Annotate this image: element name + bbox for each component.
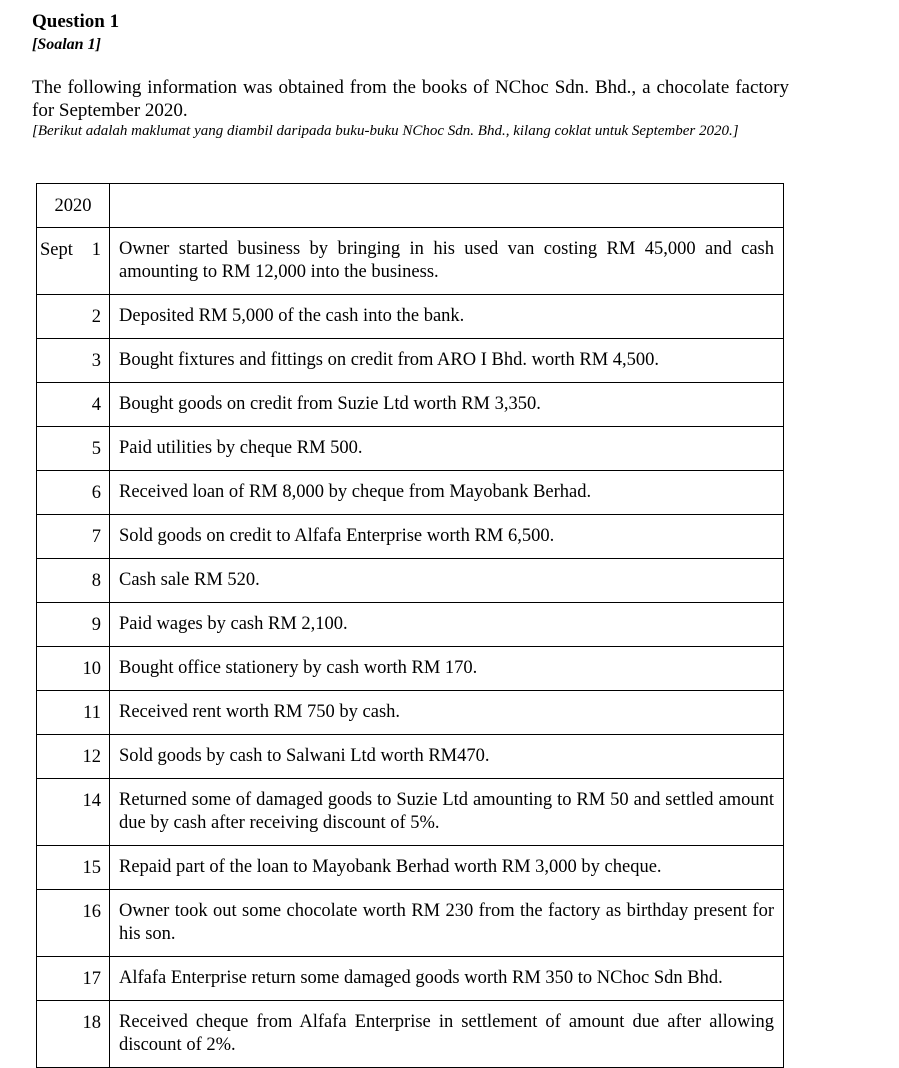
- table-row: [37, 228, 784, 295]
- intro-paragraph-english: The following information was obtained from the books of NChoc Sdn. Bhd., a chocolate factory for September 2020.: [32, 77, 789, 121]
- table-header-row: [37, 184, 784, 228]
- transaction-description: [110, 957, 784, 1001]
- table-row: [37, 890, 784, 957]
- question-title: Question 1: [32, 11, 120, 32]
- transaction-description: [110, 846, 784, 890]
- table-row: [37, 1001, 784, 1068]
- day-number: 7: [91, 527, 101, 547]
- day-number: 1: [91, 240, 101, 260]
- transaction-description: [110, 647, 784, 691]
- date-cell: [37, 890, 110, 957]
- date-cell: [37, 383, 110, 427]
- question-subtitle-malay: [Soalan 1]: [32, 36, 101, 53]
- transaction-description: [110, 383, 784, 427]
- table-row: [37, 647, 784, 691]
- transaction-text: Bought goods on credit from Suzie Ltd worth RM 3,350.: [119, 394, 541, 414]
- table-row: [37, 779, 784, 846]
- date-cell: [37, 691, 110, 735]
- transaction-description: [110, 691, 784, 735]
- transaction-text: Received cheque from Alfafa Enterprise in settlement of amount due after allowing discount of 2%.: [119, 1012, 774, 1055]
- day-number: 10: [82, 659, 101, 679]
- transaction-text: Deposited RM 5,000 of the cash into the bank.: [119, 306, 465, 326]
- date-cell: [37, 339, 110, 383]
- day-number: 4: [91, 395, 101, 415]
- table-row: [37, 383, 784, 427]
- table-row: [37, 957, 784, 1001]
- day-number: 5: [91, 439, 101, 459]
- transaction-description: [110, 735, 784, 779]
- transaction-text: Sold goods on credit to Alfafa Enterprise worth RM 6,500.: [119, 526, 555, 546]
- table-row: [37, 339, 784, 383]
- transaction-description: [110, 1001, 784, 1068]
- date-cell: [37, 735, 110, 779]
- transaction-description: [110, 515, 784, 559]
- transaction-text: Received loan of RM 8,000 by cheque from Mayobank Berhad.: [119, 482, 592, 502]
- date-cell: [37, 846, 110, 890]
- date-cell: [37, 471, 110, 515]
- day-number: 14: [82, 791, 101, 811]
- table-row: [37, 735, 784, 779]
- table-row: [37, 846, 784, 890]
- transactions-table: [36, 183, 784, 1068]
- transaction-text: Alfafa Enterprise return some damaged goods worth RM 350 to NChoc Sdn Bhd.: [119, 968, 723, 988]
- day-number: 16: [82, 902, 101, 922]
- transaction-description: [110, 228, 784, 295]
- day-number: 6: [91, 483, 101, 503]
- transaction-description: [110, 779, 784, 846]
- table-row: [37, 559, 784, 603]
- transaction-text: Bought office stationery by cash worth RM 170.: [119, 658, 478, 678]
- day-number: 11: [83, 703, 101, 723]
- month-label: Sept: [40, 240, 73, 260]
- table-row: [37, 427, 784, 471]
- transaction-text: Paid utilities by cheque RM 500.: [119, 438, 363, 458]
- day-number: 9: [91, 615, 101, 635]
- date-cell: [37, 228, 110, 295]
- transaction-text: Paid wages by cash RM 2,100.: [119, 614, 348, 634]
- table-row: [37, 295, 784, 339]
- transaction-description: [110, 471, 784, 515]
- table-row: [37, 471, 784, 515]
- date-cell: [37, 603, 110, 647]
- date-cell: [37, 779, 110, 846]
- year-header-cell: 2020: [37, 184, 110, 228]
- transaction-text: Owner started business by bringing in his used van costing RM 45,000 and cash amounting to RM 12,000 into the business.: [119, 239, 774, 282]
- transaction-text: Bought fixtures and fittings on credit from ARO I Bhd. worth RM 4,500.: [119, 350, 660, 370]
- transaction-text: Cash sale RM 520.: [119, 570, 260, 590]
- table-row: [37, 691, 784, 735]
- table-row: [37, 515, 784, 559]
- date-cell: [37, 957, 110, 1001]
- transaction-text: Returned some of damaged goods to Suzie Ltd amounting to RM 50 and settled amount due by cash after receiving discount of 5%.: [119, 790, 774, 833]
- transaction-description: [110, 427, 784, 471]
- date-cell: [37, 515, 110, 559]
- date-cell: [37, 427, 110, 471]
- day-number: 18: [82, 1013, 101, 1033]
- transaction-text: Received rent worth RM 750 by cash.: [119, 702, 401, 722]
- transaction-description: [110, 559, 784, 603]
- day-number: 8: [91, 571, 101, 591]
- day-number: 17: [82, 969, 101, 989]
- intro-paragraph-malay: [Berikut adalah maklumat yang diambil daripada buku-buku NChoc Sdn. Bhd., kilang coklat untuk September 2020.]: [32, 123, 739, 139]
- day-number: 3: [91, 351, 101, 371]
- transaction-text: Sold goods by cash to Salwani Ltd worth RM470.: [119, 746, 490, 766]
- date-cell: [37, 647, 110, 691]
- transaction-text: Owner took out some chocolate worth RM 230 from the factory as birthday present for his son.: [119, 901, 774, 944]
- transaction-description: [110, 603, 784, 647]
- date-cell: [37, 1001, 110, 1068]
- transaction-description: [110, 339, 784, 383]
- transaction-description: [110, 295, 784, 339]
- date-cell: [37, 559, 110, 603]
- table-row: [37, 603, 784, 647]
- transaction-text: Repaid part of the loan to Mayobank Berhad worth RM 3,000 by cheque.: [119, 857, 662, 877]
- header-blank-cell: [110, 184, 784, 228]
- day-number: 2: [91, 307, 101, 327]
- transaction-description: [110, 890, 784, 957]
- day-number: 15: [82, 858, 101, 878]
- date-cell: [37, 295, 110, 339]
- day-number: 12: [82, 747, 101, 767]
